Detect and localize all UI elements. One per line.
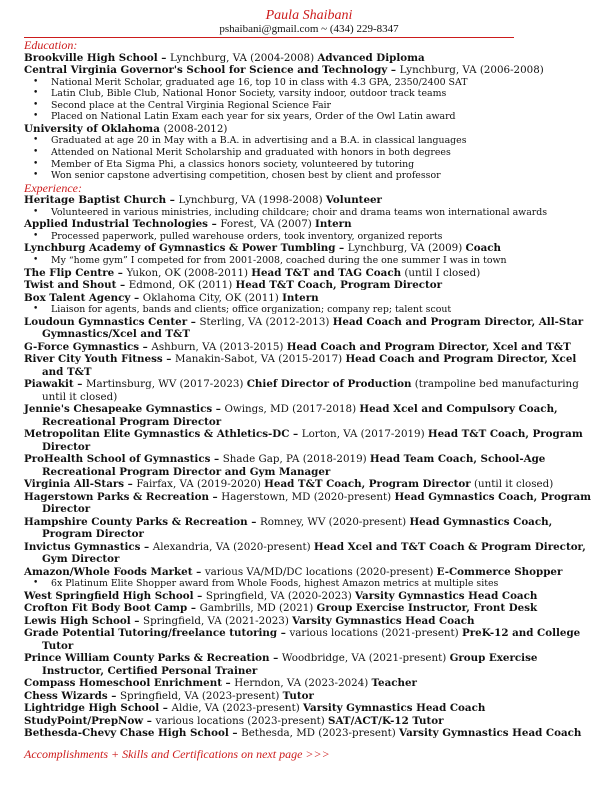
bullet-item: • Latin Club, Bible Club, National Honor Society, varsity indoor, outdoor track teams	[24, 88, 594, 100]
entry-organization: Prince William County Parks & Recreation	[24, 652, 270, 665]
entry-separator: –	[387, 64, 400, 76]
entry-organization: Lightridge High School	[24, 702, 160, 715]
entry-location-dates: various VA/MD/DC locations (2020-present)	[204, 565, 437, 578]
entry-location-dates: various locations (2021-present)	[289, 627, 462, 640]
entry-location-dates: Romney, WV (2020-present)	[259, 515, 410, 528]
entry	[24, 652, 594, 677]
entry-separator: –	[192, 565, 205, 578]
entry-separator: –	[124, 478, 137, 491]
entry-organization: Chess Wizards	[24, 689, 108, 702]
entry-role: Intern	[282, 291, 319, 304]
entry-role: Teacher	[371, 677, 417, 690]
entry-organization: West Springfield High School	[24, 589, 194, 602]
bullet-item: • Placed on National Latin Exam each year for six years, Order of the Owl Latin award	[24, 111, 594, 123]
entry	[24, 541, 594, 566]
entry	[24, 602, 594, 615]
entry-separator: –	[228, 727, 242, 740]
entry-organization: StudyPoint/PrepNow	[24, 714, 144, 727]
entry-bullets	[24, 304, 594, 316]
bullet-item: • Processed paperwork, pulled warehouse orders, took inventory, organized reports	[24, 231, 594, 243]
entry-role: Varsity Gymnastics Head Coach	[355, 589, 538, 602]
entry-separator: –	[162, 353, 176, 366]
entry-organization: River City Youth Fitness	[24, 353, 163, 366]
entry-location-dates: Hagerstown, MD (2020-present)	[221, 490, 395, 503]
entry-separator: –	[107, 689, 120, 702]
entry-separator: –	[139, 340, 152, 353]
entry-separator: –	[247, 515, 260, 528]
bullet-item: • 6x Platinum Elite Shopper award from Whole Foods, highest Amazon metrics at multiple sites	[24, 578, 594, 590]
entry-role: Head Xcel and T&T Coach & Program Director, Gym Director	[42, 540, 586, 566]
entry-role: PreK-12 and College Tutor	[42, 627, 581, 652]
entry	[24, 627, 594, 652]
entry-organization: Bethesda-Chevy Chase High School	[24, 727, 229, 740]
entry-role: E-Commerce Shopper	[436, 565, 563, 578]
education-heading: Education:	[24, 38, 78, 52]
entry-location-dates: Herndon, VA (2023-2024)	[234, 677, 372, 690]
entry-organization: Jennie's Chesapeake Gymnastics	[24, 403, 213, 416]
entry-role: Head T&T and TAG Coach	[251, 266, 402, 279]
entry	[24, 316, 594, 341]
entry-role: Head Coach and Program Director, Xcel and T&T	[42, 353, 577, 378]
entry-separator: –	[210, 453, 223, 466]
entry-location-dates: Edmond, OK (2011)	[128, 279, 236, 292]
entry-role: Varsity Gymnastics Head Coach	[399, 727, 582, 740]
experience-heading: Experience:	[24, 180, 82, 195]
entry-location-dates: Springfield, VA (2020-2023)	[205, 589, 356, 602]
bullet-item: • Won senior capstone advertising competition, chosen best by client and professor	[24, 170, 594, 182]
entry-bullets	[24, 231, 594, 243]
entry-role: Group Exercise Instructor, Front Desk	[316, 602, 538, 615]
entry-location-dates: Manakin-Sabot, VA (2015-2017)	[175, 353, 346, 366]
entry-organization: Lewis High School	[24, 614, 131, 627]
entry-separator: –	[130, 614, 144, 627]
entry-role: Chief Director of Production	[246, 378, 412, 391]
entry	[24, 403, 594, 428]
entry-location-dates: Springfield, VA (2023-present)	[119, 689, 283, 702]
entry-separator: –	[157, 51, 170, 64]
entry-separator: –	[269, 652, 282, 665]
entry-organization: Grade Potential Tutoring/freelance tutoring	[24, 627, 278, 640]
entry-role: Head Gymnastics Coach, Program Director	[42, 490, 592, 516]
entry	[24, 428, 594, 453]
entry-role: Tutor	[282, 689, 314, 702]
entry	[24, 279, 594, 292]
entry-location-dates: Gambrills, MD (2021)	[199, 602, 317, 615]
entry-organization: Piawakit	[24, 378, 74, 391]
entry-organization: The Flip Centre	[24, 266, 115, 279]
entry-role: SAT/ACT/K-12 Tutor	[328, 714, 444, 727]
entry-separator: –	[212, 403, 225, 416]
entry-location-dates: Springfield, VA (2021-2023)	[143, 614, 293, 627]
entry	[24, 715, 594, 728]
entry-separator: –	[221, 677, 235, 690]
entry-location-dates: Alexandria, VA (2020-present)	[152, 540, 314, 553]
entry-organization: Invictus Gymnastics	[24, 540, 141, 553]
entry-role: Volunteer	[325, 194, 382, 207]
entry-role: Head Team Coach, School-Age Recreational Program Director and Gym Manager	[42, 453, 546, 478]
entry-location-dates: Aldie, VA (2023-present)	[171, 702, 303, 715]
entry-organization: Compass Homeschool Enrichment	[24, 677, 222, 690]
entry	[24, 52, 594, 65]
entry-separator: –	[187, 315, 200, 328]
entry-role: Coach	[465, 242, 501, 255]
entry	[24, 615, 594, 628]
entry-location-dates: Lynchburg, VA (2006-2008)	[399, 64, 544, 76]
resume-page	[24, 8, 594, 761]
entry-organization: Loudoun Gymnastics Center	[24, 315, 188, 328]
entry-role: Head T&T Coach, Program Director	[42, 428, 583, 453]
entry	[24, 194, 594, 207]
entry-role: Advanced Diploma	[317, 51, 425, 64]
entry-organization: Heritage Baptist Church	[24, 194, 167, 207]
entry-bullets	[24, 77, 594, 123]
entry-separator: –	[187, 602, 200, 615]
entry-role: Head Coach and Program Director, Xcel and T&T	[286, 340, 571, 353]
entry-note: (until I closed)	[401, 266, 481, 279]
entry	[24, 491, 594, 516]
entry-location-dates: Owings, MD (2017-2018)	[224, 403, 360, 416]
entry-bullets	[24, 135, 594, 181]
entry-separator: –	[159, 702, 172, 715]
entry-location-dates: Martinsburg, WV (2017-2023)	[86, 378, 247, 391]
entry-location-dates: Lynchburg, VA (1998-2008)	[178, 194, 326, 207]
entry-role: Head Gymnastics Coach, Program Director	[42, 515, 553, 541]
entry-separator: –	[277, 627, 290, 640]
bullet-item: • My “home gym” I competed for from 2001-2008, coached during the one summer I was in town	[24, 255, 594, 267]
entry-role: Group Exercise Instructor, Certified Personal Trainer	[42, 652, 538, 677]
bullet-item: • Attended on National Merit Scholarship and graduated with honors in both degrees	[24, 147, 594, 159]
entry	[24, 218, 594, 231]
entry-location-dates: Yukon, OK (2008-2011)	[126, 266, 252, 279]
entry-role: Head Coach and Program Director, All-Star Gymnastics/Xcel and T&T	[42, 315, 584, 341]
entry-note: (trampoline bed manufacturing until it closed)	[42, 378, 579, 403]
entry-role: Varsity Gymnastics Head Coach	[292, 614, 475, 627]
entry-bullets	[24, 207, 594, 219]
entry	[24, 242, 594, 255]
entry-organization: ProHealth School of Gymnastics	[24, 453, 211, 466]
next-page-note: Accomplishments + Skills and Certifications on next page >>>	[24, 746, 330, 761]
entry-role: Varsity Gymnastics Head Coach	[303, 702, 486, 715]
entry-separator: –	[166, 194, 179, 207]
entry	[24, 478, 594, 491]
entry	[24, 292, 594, 305]
entry-organization: Virginia All-Stars	[24, 478, 125, 491]
contact-info: pshaibani@gmail.com ~ (434) 229-8347	[219, 23, 399, 35]
entry-separator: –	[73, 378, 86, 391]
entry-role: Intern	[315, 218, 352, 231]
entry	[24, 353, 594, 378]
entry-separator: –	[114, 266, 127, 279]
experience-list	[24, 194, 594, 739]
entry-organization: Box Talent Agency	[24, 291, 131, 304]
entry-organization: Amazon/Whole Foods Market	[24, 565, 193, 578]
education-list	[24, 52, 594, 182]
entry-organization: Applied Industrial Technologies	[24, 218, 208, 231]
entry-organization: Metropolitan Elite Gymnastics & Athletics-DC	[24, 428, 290, 441]
entry-location-dates: Lynchburg, VA (2009)	[347, 242, 466, 255]
entry-separator: –	[208, 490, 222, 503]
entry-bullets	[24, 255, 594, 267]
entry	[24, 566, 594, 579]
entry	[24, 453, 594, 478]
entry-organization: Hagerstown Parks & Recreation	[24, 490, 209, 503]
entry-location-dates: Forest, VA (2007)	[220, 218, 316, 231]
entry-role: Head T&T Coach, Program Director	[264, 478, 471, 491]
entry-location-dates: Shade Gap, PA (2018-2019)	[222, 453, 370, 466]
entry-separator: –	[130, 291, 143, 304]
entry-location-dates: Lorton, VA (2017-2019)	[301, 428, 428, 441]
entry-note: (until it closed)	[470, 478, 554, 491]
entry-location-dates: Fairfax, VA (2019-2020)	[136, 478, 265, 491]
entry-location-dates: Bethesda, MD (2023-present)	[241, 727, 400, 740]
entry	[24, 702, 594, 715]
entry-location-dates: Woodbridge, VA (2021-present)	[281, 652, 450, 665]
entry-location-dates: Oklahoma City, OK (2011)	[142, 291, 283, 304]
entry	[24, 64, 594, 77]
entry-separator: –	[143, 714, 156, 727]
entry-separator: –	[116, 279, 129, 292]
entry-role: Head Xcel and Compulsory Coach, Recreational Program Director	[42, 403, 558, 428]
entry-organization: Crofton Fit Body Boot Camp	[24, 602, 188, 615]
entry	[24, 378, 594, 403]
bullet-item: • Volunteered in various ministries, including childcare; choir and drama teams won international awards	[24, 207, 594, 219]
candidate-name: Paula Shaibani	[265, 8, 353, 23]
entry-location-dates: Lynchburg, VA (2004-2008)	[169, 51, 318, 64]
entry-organization: G-Force Gymnastics	[24, 340, 140, 353]
bullet-item: • National Merit Scholar, graduated age 16, top 10 in class with 4.3 GPA, 2350/2400 SAT	[24, 77, 594, 89]
entry-separator: –	[140, 540, 153, 553]
bullet-item: • Graduated at age 20 in May with a B.A. in advertising and a B.A. in classical languages	[24, 135, 594, 147]
bullet-item: • Liaison for agents, bands and clients; office organization; company rep; talent scout	[24, 304, 594, 316]
entry-location-dates: (2008-2012)	[163, 122, 228, 135]
entry-separator: –	[289, 428, 302, 441]
bullet-item: • Second place at the Central Virginia Regional Science Fair	[24, 100, 594, 112]
entry-organization: Lynchburg Academy of Gymnastics & Power Tumbling	[24, 242, 336, 255]
entry-organization: University of Oklahoma	[24, 122, 160, 135]
entry-organization: Brookville High School	[24, 51, 158, 64]
entry	[24, 123, 594, 136]
entry-organization: Twist and Shout	[24, 279, 117, 292]
resume-header	[24, 8, 594, 38]
entry-role: Head T&T Coach, Program Director	[235, 279, 443, 292]
bullet-item: • Member of Eta Sigma Phi, a classics honors society, volunteered by tutoring	[24, 159, 594, 171]
entry-separator: –	[193, 589, 206, 602]
entry	[24, 267, 594, 280]
entry-location-dates: Ashburn, VA (2013-2015)	[151, 340, 287, 353]
entry	[24, 677, 594, 690]
entry-bullets	[24, 578, 594, 590]
entry-location-dates: various locations (2023-present)	[155, 714, 329, 727]
entry	[24, 590, 594, 603]
header-divider	[24, 37, 514, 38]
entry-separator: –	[335, 242, 348, 255]
entry	[24, 727, 594, 740]
entry	[24, 690, 594, 703]
entry-separator: –	[207, 218, 221, 231]
entry	[24, 341, 594, 354]
entry	[24, 516, 594, 541]
entry-organization: Central Virginia Governor's School for Science and Technology	[24, 64, 388, 76]
entry-organization: Hampshire County Parks & Recreation	[24, 515, 248, 528]
entry-location-dates: Sterling, VA (2012-2013)	[199, 315, 333, 328]
